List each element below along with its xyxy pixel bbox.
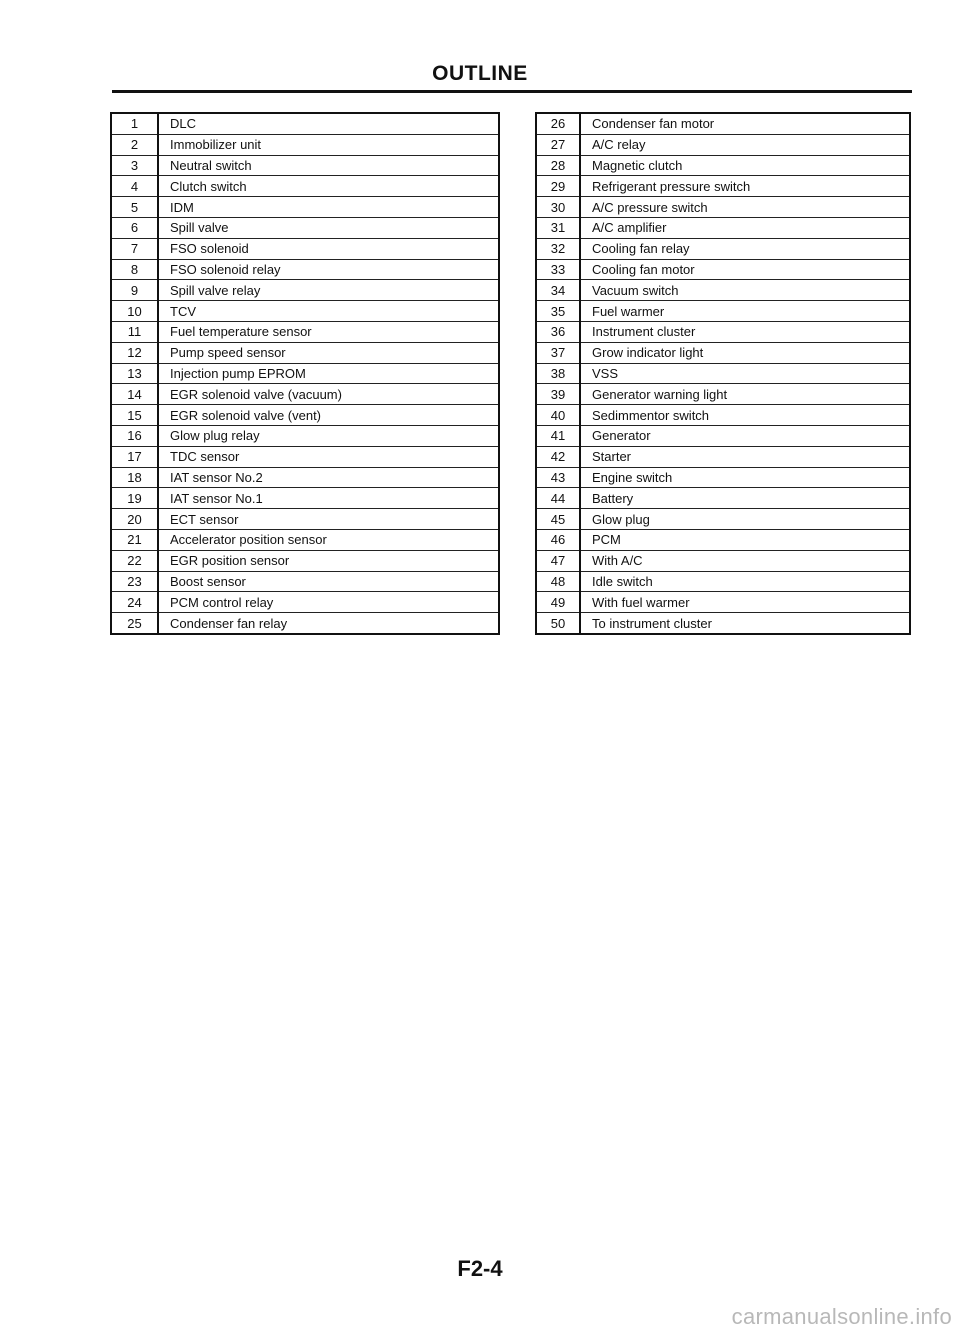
legend-number: 6: [111, 217, 158, 238]
legend-component-name: Instrument cluster: [580, 321, 910, 342]
legend-row: [536, 280, 910, 301]
legend-component-name: With fuel warmer: [580, 592, 910, 613]
legend-component-name: Cooling fan motor: [580, 259, 910, 280]
legend-component-name: Pump speed sensor: [158, 342, 499, 363]
legend-component-name: Cooling fan relay: [580, 238, 910, 259]
legend-component-name: To instrument cluster: [580, 613, 910, 634]
legend-number: 50: [536, 613, 580, 634]
legend-number: 13: [111, 363, 158, 384]
legend-component-name: Magnetic clutch: [580, 155, 910, 176]
legend-component-name: TDC sensor: [158, 446, 499, 467]
legend-number: 22: [111, 550, 158, 571]
legend-number: 20: [111, 509, 158, 530]
legend-row: [536, 197, 910, 218]
legend-row: [111, 467, 499, 488]
legend-component-name: Accelerator position sensor: [158, 529, 499, 550]
legend-component-name: Sedimmentor switch: [580, 405, 910, 426]
legend-row: [536, 467, 910, 488]
legend-component-name: EGR solenoid valve (vent): [158, 405, 499, 426]
legend-component-name: Fuel warmer: [580, 301, 910, 322]
legend-component-name: With A/C: [580, 550, 910, 571]
legend-row: [111, 301, 499, 322]
legend-component-name: Injection pump EPROM: [158, 363, 499, 384]
legend-row: [111, 550, 499, 571]
legend-component-name: Glow plug: [580, 509, 910, 530]
legend-row: [111, 238, 499, 259]
legend-table-left: [110, 112, 500, 635]
legend-row: [111, 176, 499, 197]
legend-number: 15: [111, 405, 158, 426]
legend-number: 43: [536, 467, 580, 488]
legend-row: [536, 613, 910, 634]
legend-component-name: Starter: [580, 446, 910, 467]
legend-number: 48: [536, 571, 580, 592]
legend-row: [536, 113, 910, 134]
legend-component-name: A/C pressure switch: [580, 197, 910, 218]
legend-component-name: Idle switch: [580, 571, 910, 592]
legend-number: 2: [111, 134, 158, 155]
legend-component-name: Condenser fan motor: [580, 113, 910, 134]
legend-number: 28: [536, 155, 580, 176]
legend-number: 26: [536, 113, 580, 134]
legend-number: 4: [111, 176, 158, 197]
legend-component-name: PCM control relay: [158, 592, 499, 613]
legend-component-name: FSO solenoid relay: [158, 259, 499, 280]
legend-number: 1: [111, 113, 158, 134]
legend-number: 32: [536, 238, 580, 259]
legend-row: [536, 509, 910, 530]
legend-number: 7: [111, 238, 158, 259]
legend-number: 41: [536, 425, 580, 446]
legend-number: 23: [111, 571, 158, 592]
legend-table-right: [535, 112, 911, 635]
legend-component-name: Glow plug relay: [158, 425, 499, 446]
legend-component-name: Spill valve: [158, 217, 499, 238]
legend-row: [111, 217, 499, 238]
legend-component-name: Spill valve relay: [158, 280, 499, 301]
legend-row: [111, 197, 499, 218]
legend-row: [536, 217, 910, 238]
legend-row: [111, 613, 499, 634]
legend-component-name: A/C relay: [580, 134, 910, 155]
legend-number: 14: [111, 384, 158, 405]
legend-component-name: IAT sensor No.2: [158, 467, 499, 488]
legend-component-name: Grow indicator light: [580, 342, 910, 363]
legend-row: [536, 592, 910, 613]
legend-number: 10: [111, 301, 158, 322]
legend-number: 24: [111, 592, 158, 613]
legend-row: [111, 280, 499, 301]
legend-row: [111, 384, 499, 405]
legend-component-name: Immobilizer unit: [158, 134, 499, 155]
legend-row: [111, 488, 499, 509]
legend-number: 27: [536, 134, 580, 155]
legend-row: [536, 301, 910, 322]
legend-row: [111, 259, 499, 280]
legend-row: [536, 488, 910, 509]
legend-row: [536, 155, 910, 176]
legend-number: 33: [536, 259, 580, 280]
legend-number: 37: [536, 342, 580, 363]
legend-number: 34: [536, 280, 580, 301]
legend-row: [536, 321, 910, 342]
legend-number: 8: [111, 259, 158, 280]
legend-component-name: TCV: [158, 301, 499, 322]
legend-number: 46: [536, 529, 580, 550]
legend-number: 49: [536, 592, 580, 613]
legend-number: 44: [536, 488, 580, 509]
legend-component-name: Generator warning light: [580, 384, 910, 405]
legend-number: 9: [111, 280, 158, 301]
legend-component-name: Generator: [580, 425, 910, 446]
legend-number: 36: [536, 321, 580, 342]
legend-component-name: Vacuum switch: [580, 280, 910, 301]
legend-number: 38: [536, 363, 580, 384]
legend-component-name: PCM: [580, 529, 910, 550]
page-title: OUTLINE: [432, 62, 528, 85]
legend-table-right-body: [536, 113, 910, 634]
legend-number: 11: [111, 321, 158, 342]
legend-row: [536, 176, 910, 197]
legend-row: [111, 509, 499, 530]
legend-row: [111, 529, 499, 550]
legend-component-name: VSS: [580, 363, 910, 384]
legend-component-name: Condenser fan relay: [158, 613, 499, 634]
legend-component-name: Clutch switch: [158, 176, 499, 197]
legend-component-name: ECT sensor: [158, 509, 499, 530]
legend-row: [536, 405, 910, 426]
legend-row: [536, 342, 910, 363]
legend-number: 12: [111, 342, 158, 363]
legend-number: 31: [536, 217, 580, 238]
legend-number: 5: [111, 197, 158, 218]
legend-row: [111, 342, 499, 363]
legend-row: [111, 592, 499, 613]
legend-row: [111, 571, 499, 592]
legend-row: [536, 259, 910, 280]
legend-number: 39: [536, 384, 580, 405]
legend-number: 3: [111, 155, 158, 176]
legend-row: [536, 425, 910, 446]
legend-number: 17: [111, 446, 158, 467]
legend-component-name: Battery: [580, 488, 910, 509]
legend-row: [536, 550, 910, 571]
legend-row: [536, 571, 910, 592]
legend-row: [536, 134, 910, 155]
legend-component-name: IDM: [158, 197, 499, 218]
legend-row: [111, 134, 499, 155]
legend-row: [111, 405, 499, 426]
watermark: carmanualsonline.info: [731, 1304, 952, 1329]
legend-component-name: EGR position sensor: [158, 550, 499, 571]
legend-number: 29: [536, 176, 580, 197]
legend-row: [111, 113, 499, 134]
legend-component-name: Neutral switch: [158, 155, 499, 176]
legend-row: [111, 321, 499, 342]
legend-component-name: FSO solenoid: [158, 238, 499, 259]
legend-row: [536, 363, 910, 384]
header-rule: [112, 90, 912, 93]
legend-component-name: Boost sensor: [158, 571, 499, 592]
legend-number: 21: [111, 529, 158, 550]
legend-row: [536, 384, 910, 405]
legend-component-name: A/C amplifier: [580, 217, 910, 238]
legend-number: 18: [111, 467, 158, 488]
legend-row: [536, 446, 910, 467]
legend-number: 35: [536, 301, 580, 322]
legend-number: 16: [111, 425, 158, 446]
legend-row: [111, 363, 499, 384]
page-number: F2-4: [457, 1256, 503, 1281]
legend-row: [111, 446, 499, 467]
legend-number: 19: [111, 488, 158, 509]
legend-number: 42: [536, 446, 580, 467]
legend-row: [111, 425, 499, 446]
legend-component-name: EGR solenoid valve (vacuum): [158, 384, 499, 405]
legend-number: 40: [536, 405, 580, 426]
legend-row: [111, 155, 499, 176]
legend-row: [536, 529, 910, 550]
legend-component-name: IAT sensor No.1: [158, 488, 499, 509]
legend-table-left-body: [111, 113, 499, 634]
legend-component-name: Fuel temperature sensor: [158, 321, 499, 342]
legend-row: [536, 238, 910, 259]
legend-component-name: Engine switch: [580, 467, 910, 488]
legend-number: 25: [111, 613, 158, 634]
legend-number: 45: [536, 509, 580, 530]
legend-number: 30: [536, 197, 580, 218]
legend-component-name: Refrigerant pressure switch: [580, 176, 910, 197]
legend-number: 47: [536, 550, 580, 571]
legend-component-name: DLC: [158, 113, 499, 134]
